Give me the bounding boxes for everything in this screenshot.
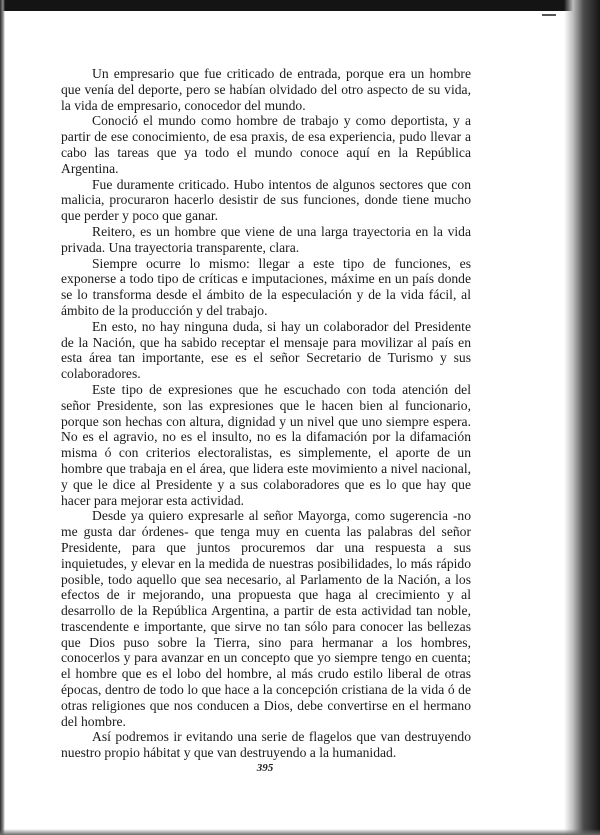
page-number: 395: [256, 762, 274, 774]
scan-top-border: [0, 0, 600, 11]
paragraph: Así podremos ir evitando una serie de flagelos que van destruyendo nuestro propio hábitat y que van destruyendo a la humanidad.: [61, 729, 471, 761]
paragraph: Conoció el mundo como hombre de trabajo y como deportista, y a partir de ese conocimiento, de esa praxis, de esa experiencia, pudo llevar a cabo las tareas que ya todo el mundo conoce aquí en la República Argentina.: [61, 113, 471, 176]
paragraph: Este tipo de expresiones que he escuchado con toda atención del señor Presidente, son las expresiones que le hacen bien al funcionario, porque son hechas con altura, dignidad y un nivel que uno siempre espera. No es el agravio, no es el insulto, no es la difamación por la difamación misma ó con criterios electoralistas, es simplemente, el aporte de un hombre que trabaja en el área, que lidera este movimiento a nivel nacional, y que le dice al Presidente y a sus colaboradores que es lo que hay que hacer para mejorar esta actividad.: [61, 381, 471, 508]
paragraph: Un empresario que fue criticado de entrada, porque era un hombre que venía del deporte, pero se habían olvidado del otro aspecto de su vida, la vida de empresario, conocedor del mundo.: [61, 66, 471, 113]
paragraph: En esto, no hay ninguna duda, si hay un colaborador del Presidente de la Nación, que ha sabido receptar el mensaje para movilizar al país en esta área tan importante, ese es el señor Secretario de Turismo y sus colaboradores.: [61, 318, 471, 382]
paragraph: Reitero, es un hombre que viene de una larga trayectoria en la vida privada. Una trayectoria transparente, clara.: [61, 223, 471, 255]
body-text: [61, 66, 471, 761]
paragraph: Desde ya quiero expresarle al señor Mayorga, como sugerencia -no me gusta dar órdenes- que tenga muy en cuenta las palabras del señor Presidente, para que juntos procuremos dar una respuesta a sus inquietudes, y elevar en la medida de nuestras posibilidades, lo más rápido posible, todo aquello que sea necesario, al Parlamento de la Nación, a los efectos de ir mejorando, una propuesta que haga al crecimiento y al desarrollo de la República Argentina, a partir de esta actividad tan noble, trascendente e importante, que sirve no tan sólo para conocer las bellezas que Dios puso sobre la Tierra, sino para hermanar a los hombres, conocerlos y para avanzar en un concepto que yo siempre tengo en cuenta; el hombre que es el lobo del hombre, al más crudo estilo liberal de otras épocas, dentro de todo lo que hace a la concepción cristiana de la vida ó de otras religiones que nos conducen a Dios, debe convertirse en el hermano del hombre.: [61, 508, 471, 729]
scan-bottom-edge: [0, 829, 600, 835]
scan-left-edge: [0, 0, 5, 835]
scan-mark: [542, 14, 556, 16]
scan-right-edge-shadow: [564, 0, 600, 835]
paragraph: Fue duramente criticado. Hubo intentos de algunos sectores que con malicia, procuraron hacerlo desistir de sus funciones, donde tiene mucho que perder y poco que ganar.: [61, 176, 471, 224]
paragraph: Siempre ocurre lo mismo: llegar a este tipo de funciones, es exponerse a todo tipo de críticas e imputaciones, máxime en un país donde se lo transforma desde el ámbito de la especulación y de la vida fácil, al ámbito de la producción y del trabajo.: [61, 255, 471, 318]
